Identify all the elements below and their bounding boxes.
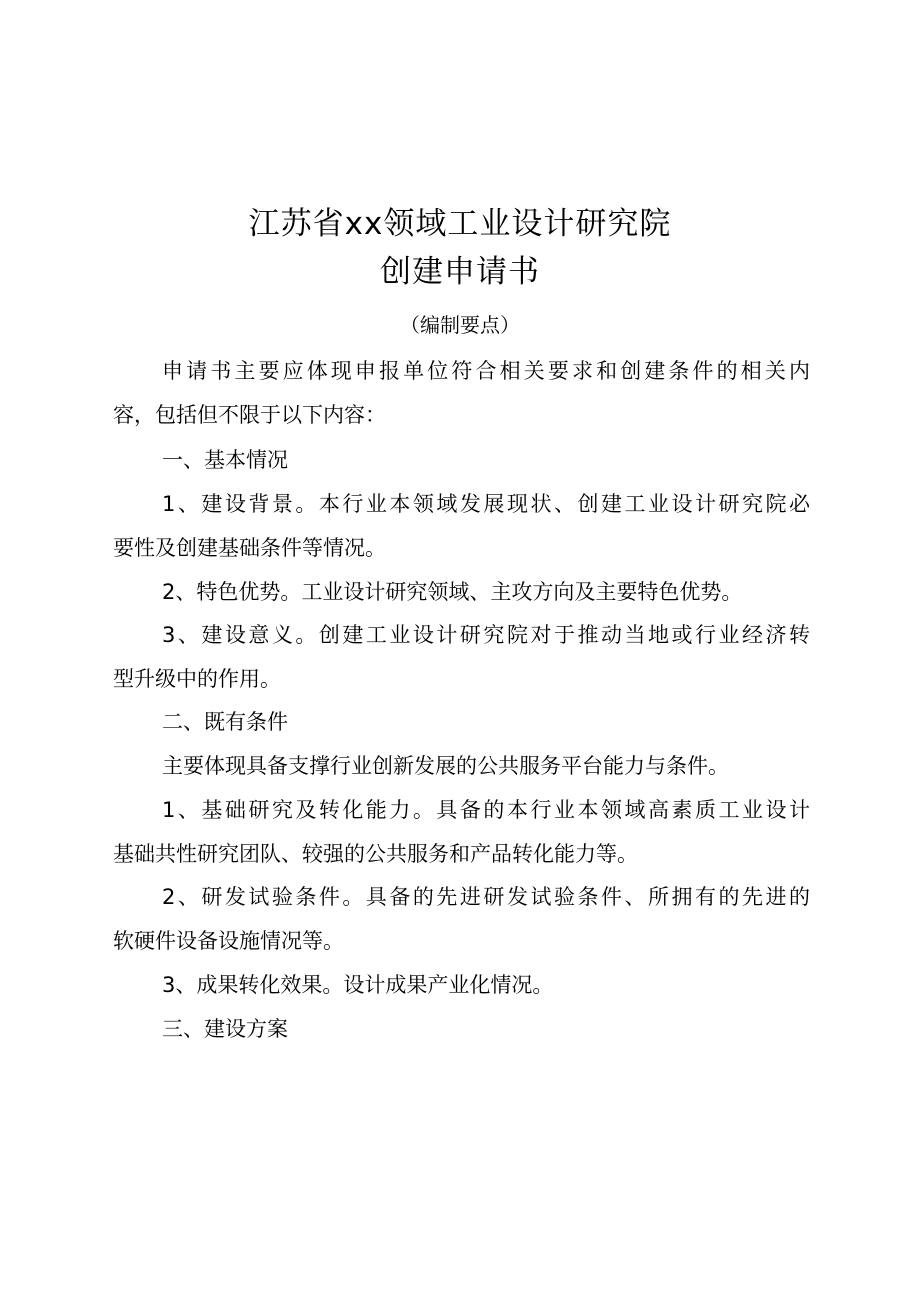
document-title-line-2: 创建申请书 [380,254,540,290]
paragraph-existing-summary: 主要体现具备支撑行业创新发展的公共服务平台能力与条件。 [162,754,729,778]
document-title-line-1: 江苏省xx领域工业设计研究院 [248,206,672,242]
paragraph-intro-line-2: 容，包括但不限于以下内容： [113,403,386,427]
section-heading-plan: 三、建设方案 [162,1017,288,1041]
item-background-line-1: 1、建设背景。本行业本领域发展现状、创建工业设计研究院必 [162,492,810,516]
item-rd-line-1: 2、研发试验条件。具备的先进研发试验条件、所拥有的先进的 [162,885,810,909]
item-background-line-2: 要性及创建基础条件等情况。 [113,536,386,560]
item-significance-line-2: 型升级中的作用。 [113,667,281,691]
paragraph-intro-line-1: 申请书主要应体现申报单位符合相关要求和创建条件的相关内 [162,359,810,383]
document-subtitle: （编制要点） [400,313,520,337]
item-significance-line-1: 3、建设意义。创建工业设计研究院对于推动当地或行业经济转 [162,623,810,647]
section-heading-existing: 二、既有条件 [162,710,288,734]
section-heading-basic: 一、基本情况 [162,448,288,472]
item-research-line-2: 基础共性研究团队、较强的公共服务和产品转化能力等。 [113,842,638,866]
item-advantages: 2、特色优势。工业设计研究领域、主攻方向及主要特色优势。 [162,580,743,604]
item-rd-line-2: 软硬件设备设施情况等。 [113,929,344,953]
item-research-line-1: 1、基础研究及转化能力。具备的本行业本领域高素质工业设计 [162,798,810,822]
item-results: 3、成果转化效果。设计成果产业化情况。 [162,973,554,997]
